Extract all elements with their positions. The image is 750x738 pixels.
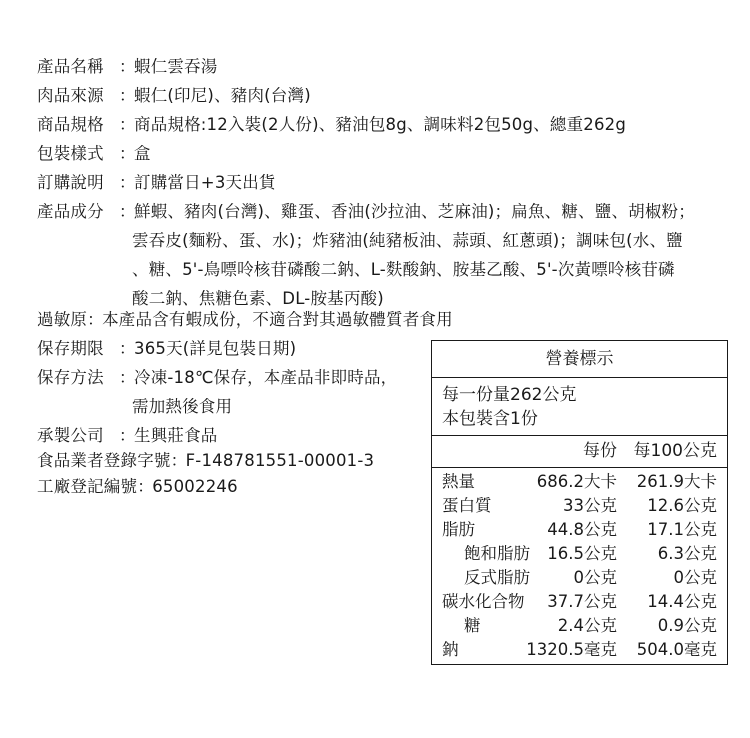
colon: ： [119, 173, 136, 192]
nutrient-name: 反式脂肪 [464, 568, 530, 587]
nutrient-per-100g: 12.6公克 [647, 496, 717, 515]
colon: ： [119, 57, 136, 76]
registration-row [37, 449, 374, 473]
nutrient-name: 脂肪 [442, 520, 475, 539]
shelf-life-row [37, 337, 296, 361]
nutrient-row-trans-fat [432, 567, 727, 589]
colon: ： [137, 477, 154, 496]
nutrient-name: 熱量 [442, 472, 475, 491]
nutrient-per-100g: 0.9公克 [657, 616, 717, 635]
storage-line-2: 需加熱後食用 [132, 397, 233, 416]
specification-row [37, 113, 626, 137]
colon: ： [119, 144, 136, 163]
nutrient-per-serving: 44.8公克 [547, 520, 617, 539]
nutrient-row-sugar [432, 615, 727, 637]
ingredients-row [37, 200, 695, 224]
factory-row [37, 475, 238, 499]
meat-source-value: 蝦仁(印尼)、豬肉(台灣) [134, 86, 311, 105]
nutrient-name: 糖 [464, 616, 481, 635]
colon: ： [170, 451, 188, 470]
packaging-row [37, 142, 151, 166]
nutrition-facts-table [431, 340, 728, 665]
nutrient-per-100g: 261.9大卡 [636, 472, 717, 491]
factory-value: 65002246 [152, 477, 238, 496]
specification-label: 商品規格 [37, 115, 104, 134]
registration-value: F-148781551-00001-3 [185, 451, 375, 470]
colon: ： [119, 339, 136, 358]
order-note-row [37, 171, 276, 195]
nutrient-per-100g: 504.0毫克 [636, 640, 717, 659]
ingredients-line-1: 鮮蝦、豬肉(台灣)、雞蛋、香油(沙拉油、芝麻油)；扁魚、糖、鹽、胡椒粉； [134, 202, 695, 221]
product-name-row [37, 55, 218, 79]
storage-label: 保存方法 [37, 368, 104, 387]
nutrient-name: 碳水化合物 [442, 592, 525, 611]
nutrient-row-sodium [432, 639, 727, 661]
nutrient-row-saturated-fat [432, 543, 727, 565]
product-name-label: 產品名稱 [37, 57, 104, 76]
nutrient-row-carbohydrate [432, 591, 727, 613]
manufacturer-value: 生興莊食品 [134, 426, 218, 445]
nutrient-per-serving: 1320.5毫克 [526, 640, 617, 659]
nutrient-per-100g: 6.3公克 [657, 544, 717, 563]
nutrient-per-100g: 14.4公克 [647, 592, 717, 611]
ingredients-line-4: 酸二鈉、焦糖色素、DL-胺基丙酸) [132, 289, 384, 308]
colon: ： [119, 86, 136, 105]
meat-source-row [37, 84, 311, 108]
nutrient-row-fat [432, 519, 727, 541]
packaging-value: 盒 [134, 144, 151, 163]
column-header-per-100g: 每100公克 [633, 441, 717, 461]
servings-per-pack: 本包裝含1份 [442, 409, 538, 429]
header-divider [432, 435, 727, 436]
nutrient-per-serving: 33公克 [563, 496, 617, 515]
nutrient-name: 鈉 [442, 640, 459, 659]
manufacturer-row [37, 424, 218, 448]
meat-source-label: 肉品來源 [37, 86, 104, 105]
packaging-label: 包裝樣式 [37, 144, 104, 163]
colon: ： [119, 115, 136, 134]
nutrient-per-serving: 16.5公克 [547, 544, 617, 563]
nutrition-title: 營養標示 [432, 341, 727, 378]
nutrient-row-protein [432, 495, 727, 517]
allergen-label: 過敏原 [37, 310, 88, 329]
nutrient-per-100g: 0公克 [673, 568, 717, 587]
column-header-per-serving: 每份 [583, 441, 617, 461]
serving-size: 每一份量262公克 [442, 385, 577, 405]
allergen-row [37, 308, 453, 332]
nutrient-per-serving: 2.4公克 [557, 616, 617, 635]
shelf-life-value: 365天(詳見包裝日期) [134, 339, 297, 358]
column-divider [432, 467, 727, 468]
product-name-value: 蝦仁雲吞湯 [134, 57, 218, 76]
order-note-label: 訂購說明 [37, 173, 104, 192]
ingredients-label: 產品成分 [37, 202, 104, 221]
nutrient-name: 飽和脂肪 [464, 544, 530, 563]
storage-row [37, 366, 397, 390]
nutrient-per-serving: 686.2大卡 [536, 472, 617, 491]
nutrient-per-serving: 0公克 [573, 568, 617, 587]
colon: ： [119, 426, 136, 445]
ingredients-line-2: 雲吞皮(麵粉、蛋、水)；炸豬油(純豬板油、蒜頭、紅蔥頭)；調味包(水、鹽 [132, 231, 683, 250]
nutrient-row-calories [432, 471, 727, 493]
nutrient-per-100g: 17.1公克 [647, 520, 717, 539]
storage-line-1: 冷凍-18℃保存，本產品非即時品， [134, 368, 398, 387]
factory-label: 工廠登記編號 [37, 477, 138, 496]
colon: ： [87, 310, 104, 329]
colon: ： [119, 368, 136, 387]
specification-value: 商品規格:12入裝(2人份)、豬油包8g、調味料2包50g、總重262g [134, 115, 627, 134]
nutrient-per-serving: 37.7公克 [547, 592, 617, 611]
shelf-life-label: 保存期限 [37, 339, 104, 358]
registration-label: 食品業者登錄字號 [37, 451, 171, 470]
manufacturer-label: 承製公司 [37, 426, 104, 445]
colon: ： [119, 202, 136, 221]
nutrient-name: 蛋白質 [442, 496, 492, 515]
order-note-value: 訂購當日+3天出貨 [134, 173, 276, 192]
ingredients-line-3: 、糖、5'-鳥嘌呤核苷磷酸二鈉、L-麩酸鈉、胺基乙酸、5'-次黃嘌呤核苷磷 [132, 260, 675, 279]
allergen-value: 本產品含有蝦成份，不適合對其過敏體質者食用 [102, 310, 453, 329]
